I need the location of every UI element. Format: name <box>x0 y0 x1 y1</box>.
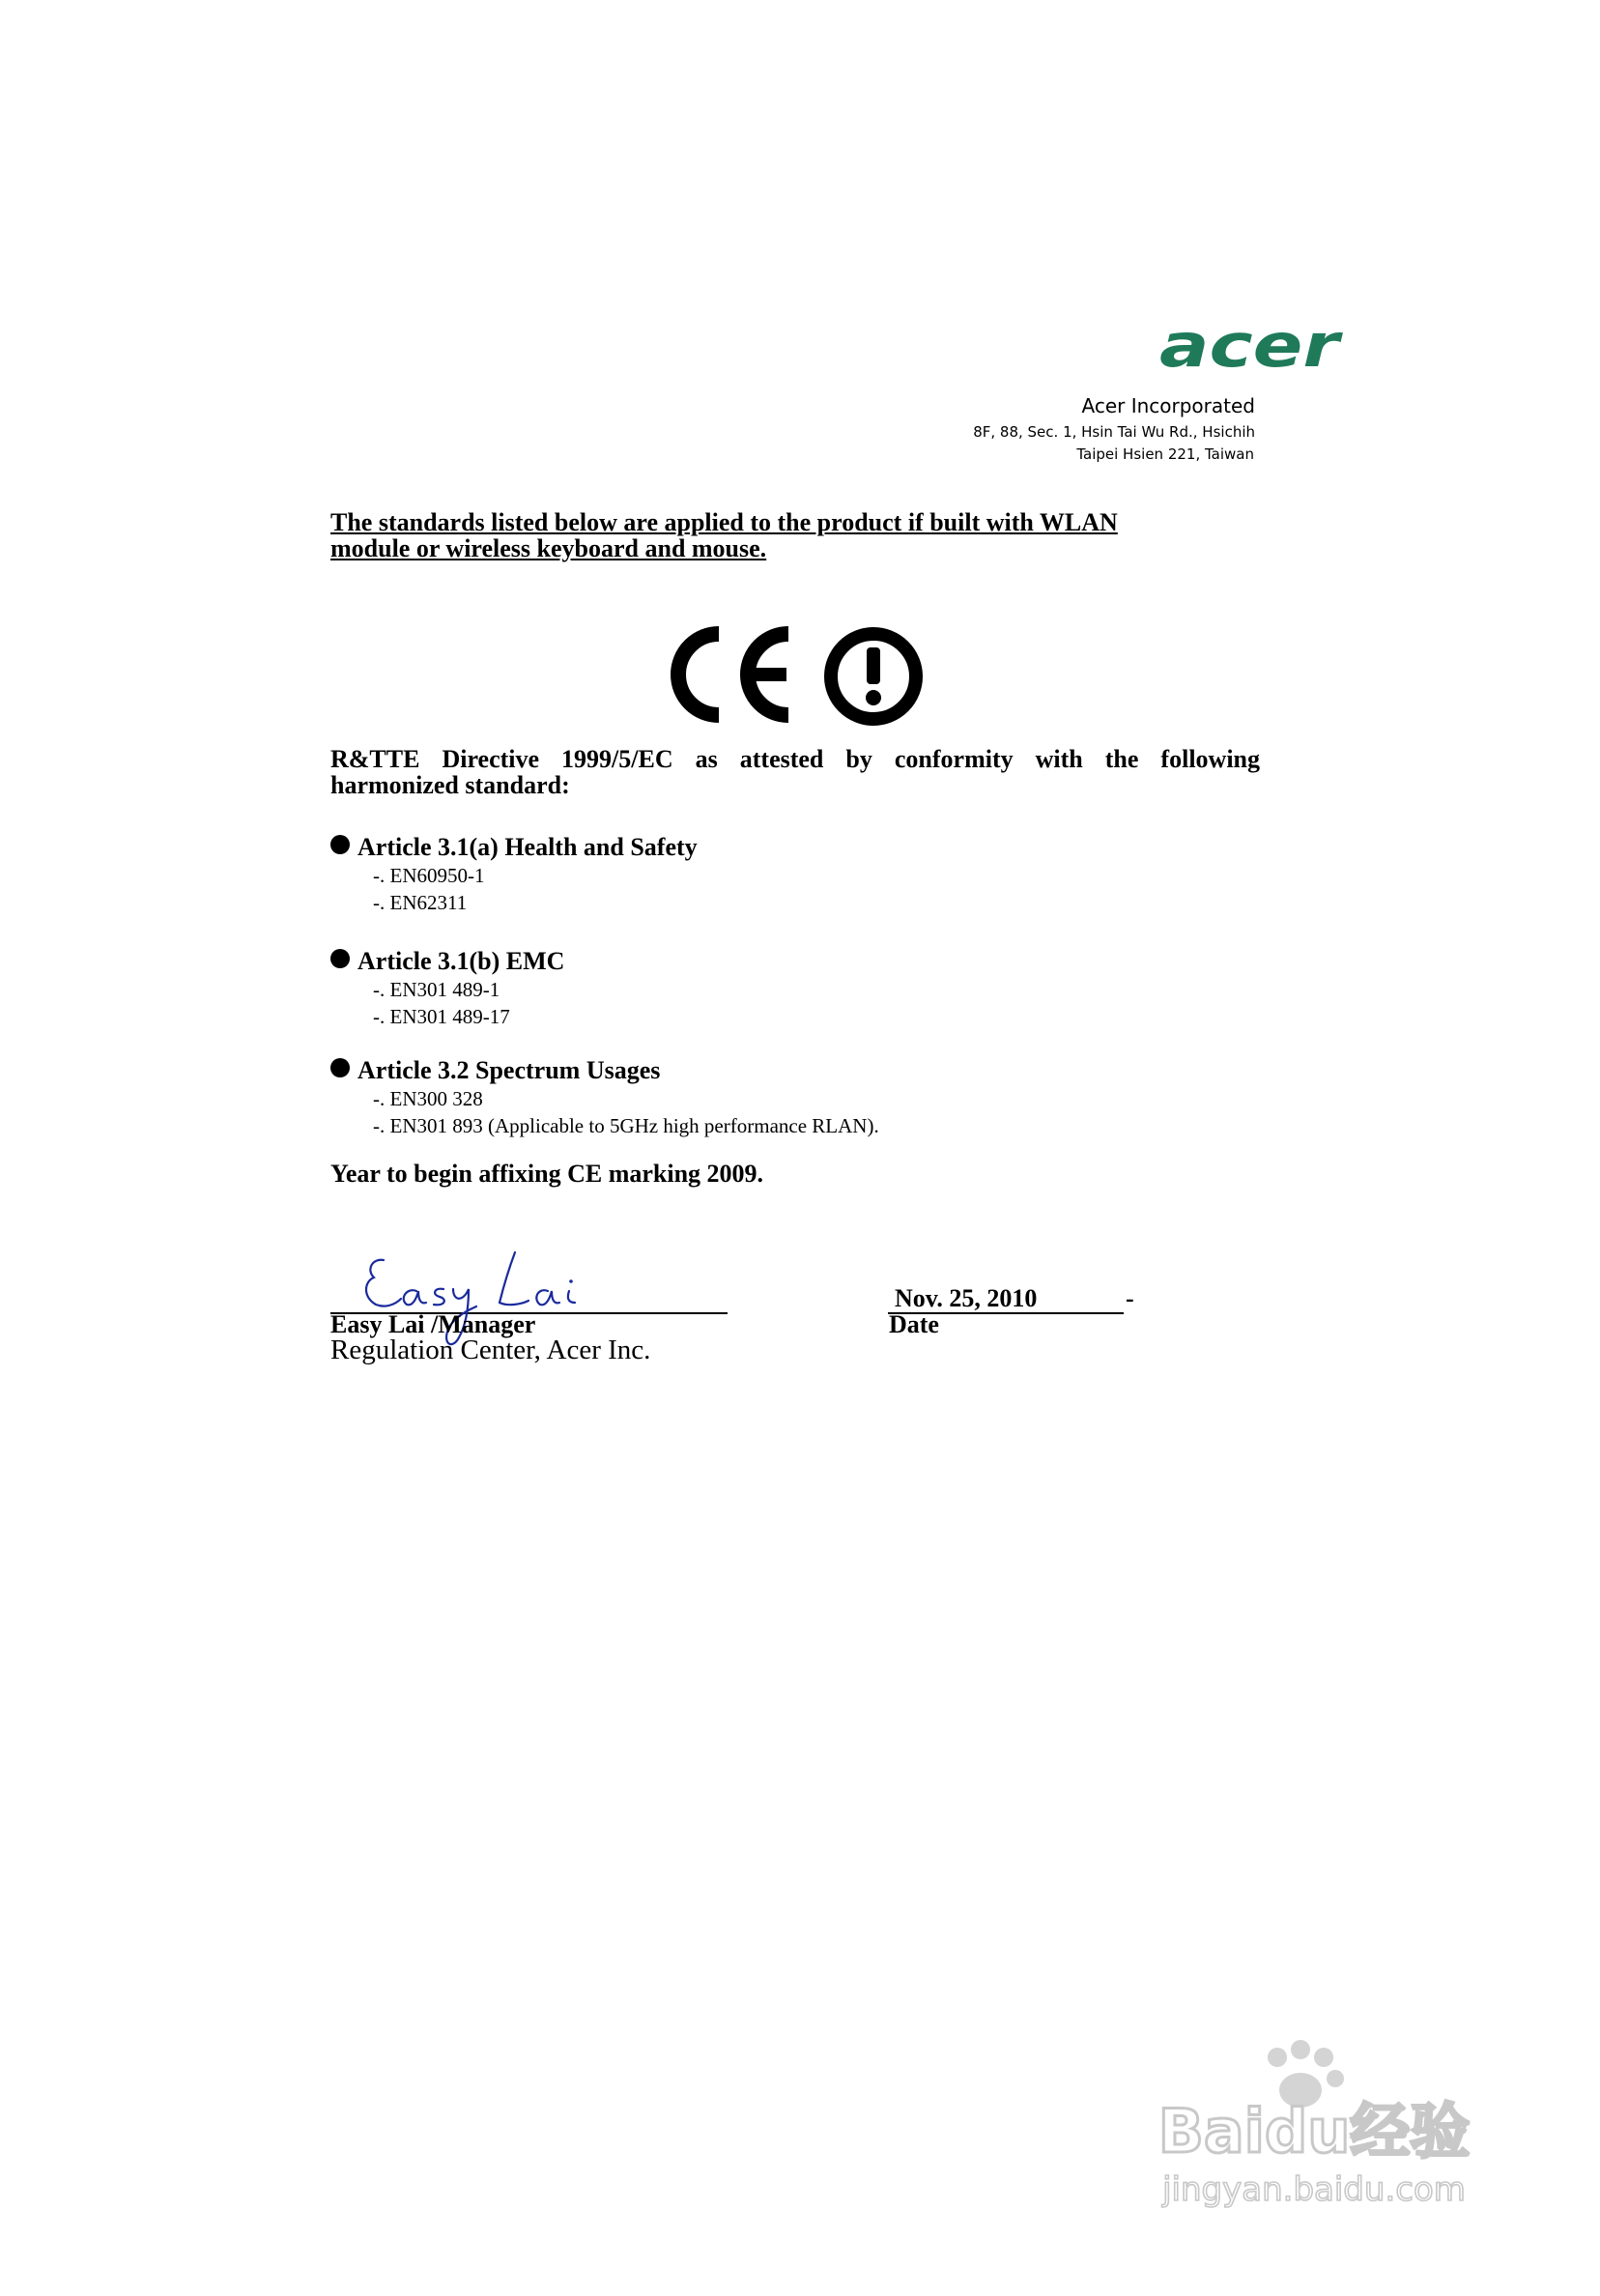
address-line-1: 8F, 88, Sec. 1, Hsin Tai Wu Rd., Hsichih <box>973 423 1255 441</box>
date-value: Nov. 25, 2010 <box>895 1284 1038 1312</box>
acer-logo <box>1159 314 1343 382</box>
standard-item: -. EN301 489-1 <box>373 978 500 1001</box>
directive-line-2: harmonized standard: <box>330 771 570 799</box>
baidu-watermark <box>1111 2034 1517 2218</box>
signer-name: Easy Lai /Manager <box>330 1310 536 1338</box>
bullet-icon <box>330 949 350 968</box>
article-heading <box>330 1056 660 1085</box>
article-heading <box>330 947 564 976</box>
logo-text: acer <box>1159 314 1343 381</box>
directive-line-1: R&TTE Directive 1999/5/EC as attested by conformity with the following <box>330 745 1260 773</box>
standard-item: -. EN301 489-17 <box>373 1005 510 1028</box>
standard-item: -. EN62311 <box>373 891 468 914</box>
heading-line-1: The standards listed below are applied to the product if built with WLAN <box>330 508 1118 536</box>
address-line-2: Taipei Hsien 221, Taiwan <box>1076 445 1254 463</box>
article-title: Article 3.1(a) Health and Safety <box>357 833 698 861</box>
ce-mark-icon <box>669 624 794 725</box>
date-label: Date <box>889 1310 939 1338</box>
bullet-icon <box>330 835 350 854</box>
standard-item: -. EN300 328 <box>373 1087 483 1110</box>
article-heading <box>330 833 698 862</box>
watermark-brand: Baidu经验 <box>1157 2096 1471 2167</box>
bullet-icon <box>330 1058 350 1077</box>
standard-item: -. EN301 893 (Applicable to 5GHz high performance RLAN). <box>373 1114 879 1137</box>
signer-organization: Regulation Center, Acer Inc. <box>330 1335 651 1365</box>
article-title: Article 3.2 Spectrum Usages <box>357 1056 661 1084</box>
heading-line-2: module or wireless keyboard and mouse. <box>330 534 767 562</box>
date-dash: - <box>1126 1284 1134 1312</box>
alert-mark-icon <box>823 626 924 727</box>
article-title: Article 3.1(b) EMC <box>357 947 565 975</box>
company-name: Acer Incorporated <box>1081 394 1255 417</box>
standard-item: -. EN60950-1 <box>373 864 485 887</box>
year-statement: Year to begin affixing CE marking 2009. <box>330 1160 764 1188</box>
watermark-url: jingyan.baidu.com <box>1162 2170 1466 2209</box>
